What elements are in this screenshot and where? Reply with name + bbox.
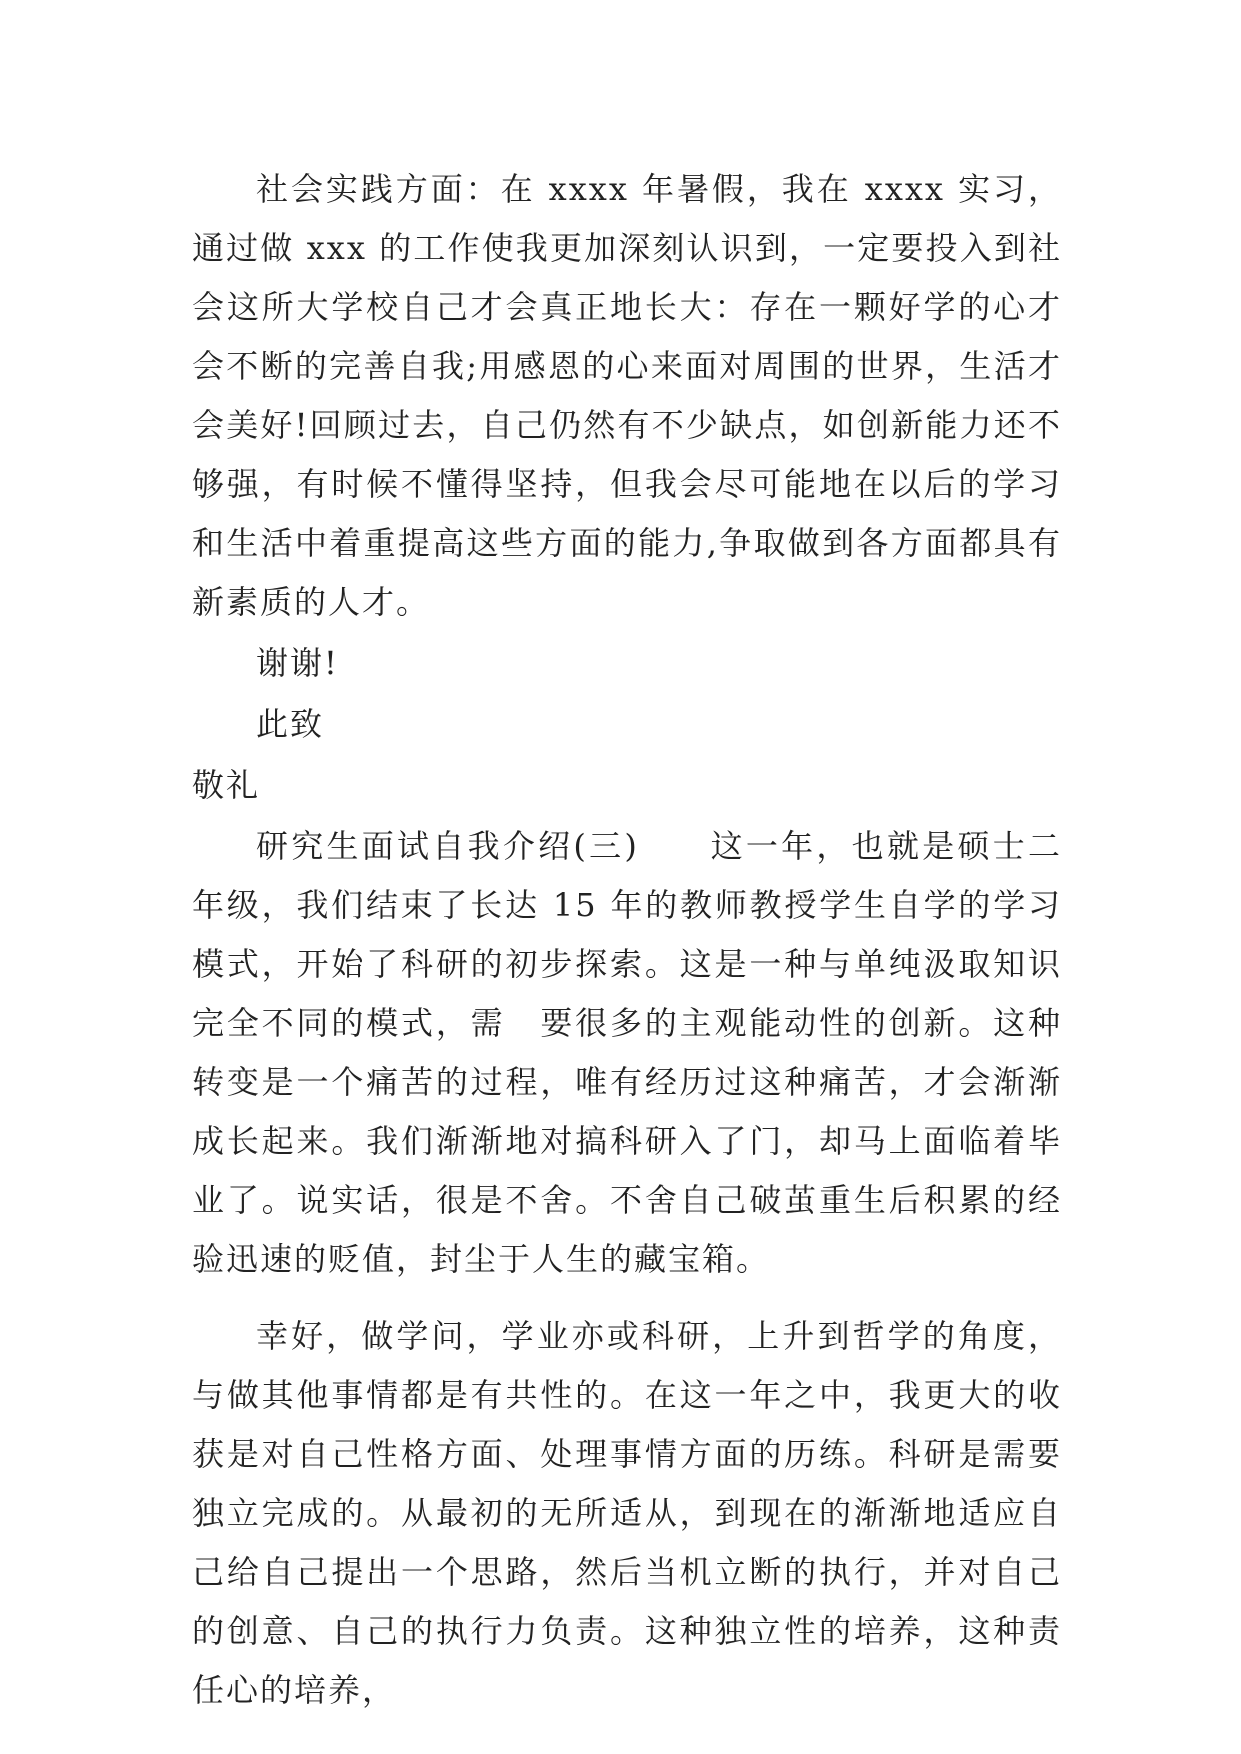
paragraph-salutation: 敬礼 xyxy=(192,766,261,804)
paragraph-intro-three: 研究生面试自我介绍(三) 这一年，也就是硕士二年级，我们结束了长达 15 年的教师教授学生自学的学习模式，开始了科研的初步探索。这是一种与单纯汲取知识完全不同的模式，需 要很多的主观能动性的创新。这种转变是一个痛苦的过程，唯有经历过这种痛苦，才会渐渐成长起来。我们渐渐地对搞科研入了门，却马上面临着毕业了。说实话，很是不舍。不舍自己破茧重生后积累的经验迅速的贬值，封尘于人生的藏宝箱。 xyxy=(192,827,1062,1278)
paragraph-thanks: 谢谢! xyxy=(256,644,339,682)
paragraph-social-practice: 社会实践方面：在 xxxx 年暑假，我在 xxxx 实习，通过做 xxx 的工作使我更加深刻认识到，一定要投入到社会这所大学校自己才会真正地长大：存在一颗好学的心才会不断的完善自我;用感恩的心来面对周围的世界，生活才会美好!回顾过去，自己仍然有不少缺点，如创新能力还不够强，有时候不懂得坚持，但我会尽可能地在以后的学习和生活中着重提高这些方面的能力,争取做到各方面都具有新素质的人才。 xyxy=(192,170,1062,621)
paragraph-fortunately: 幸好，做学问，学业亦或科研，上升到哲学的角度，与做其他事情都是有共性的。在这一年之中，我更大的收获是对自己性格方面、处理事情方面的历练。科研是需要独立完成的。从最初的无所适从，到现在的渐渐地适应自己给自己提出一个思路，然后当机立断的执行，并对自己的创意、自己的执行力负责。这种独立性的培养，这种责任心的培养， xyxy=(192,1317,1062,1709)
paragraph-closing: 此致 xyxy=(256,705,325,743)
document-body xyxy=(192,160,1062,1720)
